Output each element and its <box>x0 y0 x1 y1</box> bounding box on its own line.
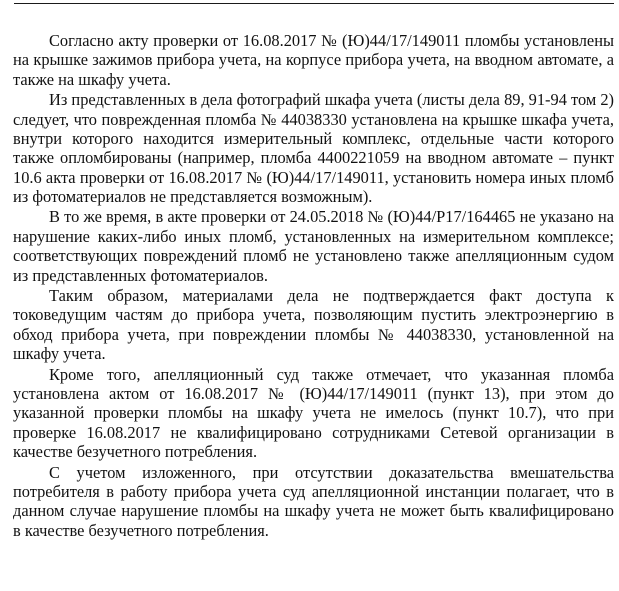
top-divider <box>14 3 614 4</box>
paragraph-4: Таким образом, материалами дела не подтверждается факт доступа к токоведущим частям до прибора учета, позволяющим пустить электроэнергию в обход прибора учета, при повреждении пломбы № 44038330, установленной на шкафу учета. <box>13 286 614 364</box>
paragraph-5: Кроме того, апелляционный суд также отмечает, что указанная пломба установлена актом от 16.08.2017 № (Ю)44/17/149011 (пункт 13), при этом до указанной проверки пломбы на шкафу учета не имелось (пункт 10.7), что при проверке 16.08.2017 не квалифицировано сотрудниками Сетевой организации в качестве безучетного потребления. <box>13 364 614 461</box>
paragraph-2: Из представленных в дела фотографий шкафа учета (листы дела 89, 91-94 том 2) следует, что поврежденная пломба № 44038330 установлена на крышке шкафа учета, внутри которого находится измерительный комплекс, отдельные части которого также опломбированы (например, пломба 4400221059 на вводном автомате – пункт 10.6 акта проверки от 16.08.2017 № (Ю)44/17/149011, установить номера иных пломб из фотоматериалов не представляется возможным). <box>13 90 614 206</box>
paragraph-3: В то же время, в акте проверки от 24.05.2018 № (Ю)44/Р17/164465 не указано на нарушение каких-либо иных пломб, установленных на измерительном комплексе; соответствующих повреждений пломб не установлено также апелляционным судом из представленных фотоматериалов. <box>13 207 614 285</box>
document-body <box>13 31 614 541</box>
paragraph-6: С учетом изложенного, при отсутствии доказательства вмешательства потребителя в работу прибора учета суд апелляционной инстанции полагает, что в данном случае нарушение пломбы на шкафу учета не может быть квалифицировано в качестве безучетного потребления. <box>13 462 614 540</box>
paragraph-1: Согласно акту проверки от 16.08.2017 № (Ю)44/17/149011 пломбы установлены на крышке зажимов прибора учета, на корпусе прибора учета, на вводном автомате, а также на шкафу учета. <box>13 31 614 89</box>
